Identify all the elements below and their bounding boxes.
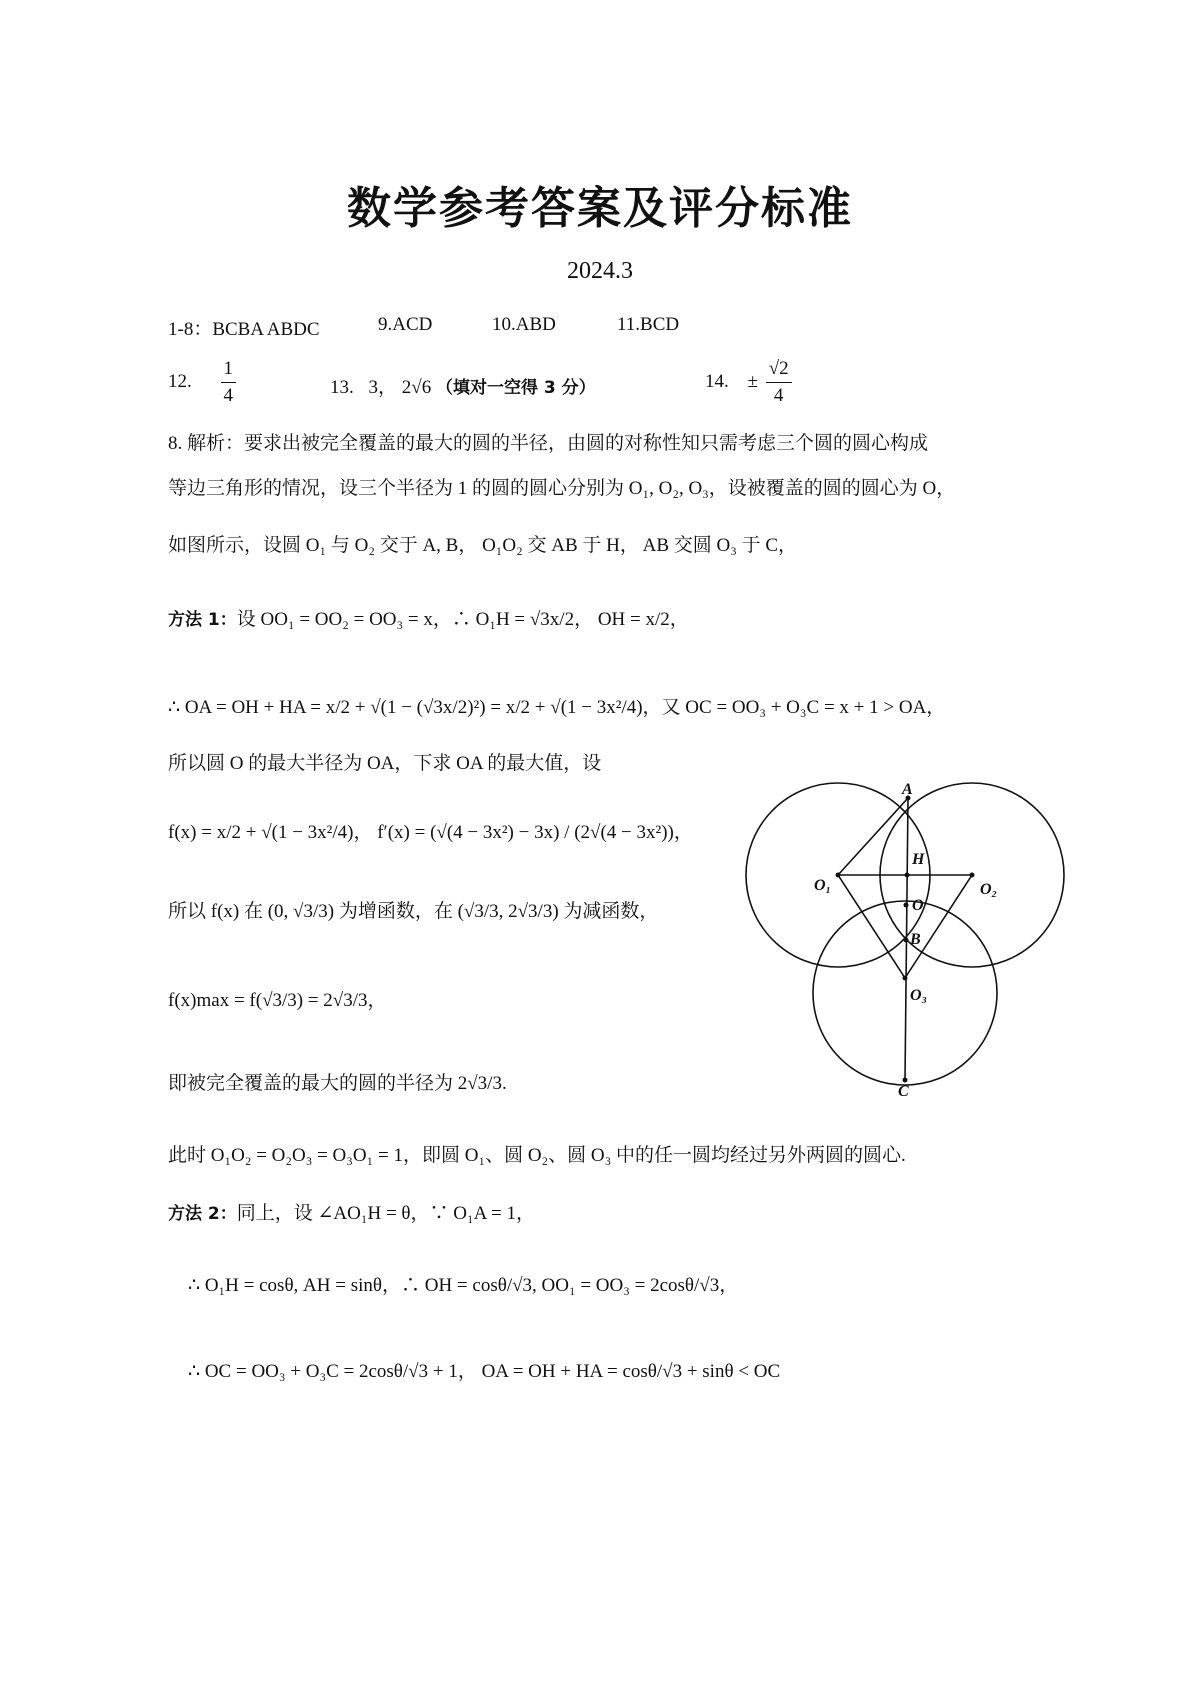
- method-1-line-8: 此时 O₁O₂ = O₂O₃ = O₃O₁ = 1，即圆 O₁、圆 O₂、圆 O₃ 中的任一圆均经过另外两圆的圆心.: [168, 1145, 906, 1166]
- answer-11: 11.BCD: [617, 314, 680, 335]
- method-1-line-5: 所以 f(x) 在 (0, √3/3) 为增函数，在 (√3/3, 2√3/3) 为减函数，: [168, 901, 659, 922]
- analysis-line-3: 如图所示，设圆 O₁ 与 O₂ 交于 A, B， O₁O₂ 交 AB 于 H， AB 交圆 O₃ 于 C，: [168, 535, 798, 556]
- answer-13: [330, 372, 596, 399]
- answer-14-den: 4: [773, 384, 784, 406]
- answer-13-label: 13.: [330, 377, 354, 398]
- point-o2-label: O₂: [980, 881, 998, 898]
- point-o1-label: O₁: [814, 877, 832, 894]
- answer-12-num: 1: [221, 358, 237, 383]
- point-h-label: H: [912, 851, 925, 868]
- answer-14-label: 14.: [705, 371, 729, 393]
- method-1-line-1: [168, 604, 689, 631]
- method-1-line-4: f(x) = x/2 + √(1 − 3x²/4)， f′(x) = (√(4 − 3x²) − 3x) / (2√(4 − 3x²))，: [168, 822, 693, 843]
- answer-12-label: 12.: [168, 371, 192, 393]
- analysis-line-1: 8. 解析：要求出被完全覆盖的最大的圆的半径，由圆的对称性知只需考虑三个圆的圆心构成: [168, 433, 929, 454]
- method-1-text-1: 设 OO₁ = OO₂ = OO₃ = x，∴ O₁H = √3x/2， OH = x/2，: [236, 609, 689, 630]
- three-circles-figure: [740, 780, 1080, 1100]
- method-1-line-7: 即被完全覆盖的最大的圆的半径为 2√3/3.: [168, 1073, 507, 1094]
- answer-13-value-1: 3，: [368, 377, 398, 398]
- method-1-line-3: 所以圆 O 的最大半径为 OA，下求 OA 的最大值，设: [168, 753, 602, 774]
- answer-13-note: （填对一空得 3 分）: [435, 378, 596, 398]
- method-2-line-1: [168, 1198, 535, 1225]
- answer-12-den: 4: [223, 384, 233, 406]
- answer-13-value-2: 2√6: [401, 377, 432, 398]
- answer-9: 9.ACD: [378, 314, 433, 335]
- method-2-line-2: ∴ O₁H = cosθ, AH = sinθ，∴ OH = cosθ/√3, OO₁ = OO₃ = 2cosθ/√3，: [188, 1275, 739, 1296]
- answer-14-num: √2: [766, 358, 792, 383]
- method-2-text-1: 同上，设 ∠AO₁H = θ，∵ O₁A = 1，: [236, 1203, 536, 1224]
- method-1-line-2: ∴ OA = OH + HA = x/2 + √(1 − (√3x/2)²) = x/2 + √(1 − 3x²/4)，又 OC = OO₃ + O₃C = x + 1 > OA，: [168, 697, 946, 718]
- answer-12-fraction: [221, 358, 237, 407]
- answer-14: [705, 358, 795, 407]
- point-c-label: C: [898, 1083, 909, 1100]
- point-o-label: O: [912, 897, 924, 914]
- page-date: 2024.3: [567, 258, 633, 284]
- point-o3-label: O₃: [910, 987, 928, 1004]
- answer-14-sign: ±: [747, 371, 758, 393]
- answer-12: [168, 358, 239, 407]
- point-b-label: B: [910, 931, 921, 948]
- answer-14-fraction: [766, 358, 792, 407]
- segment-o1-a: [838, 798, 908, 875]
- point-a-label: A: [902, 781, 913, 798]
- method-2-label: 方法 2：: [168, 1204, 237, 1224]
- method-2-line-3: ∴ OC = OO₃ + O₃C = 2cosθ/√3 + 1， OA = OH + HA = cosθ/√3 + sinθ < OC: [188, 1361, 781, 1382]
- method-1-label: 方法 1：: [168, 610, 237, 630]
- method-1-line-6: f(x)max = f(√3/3) = 2√3/3，: [168, 990, 387, 1011]
- analysis-line-2: 等边三角形的情况，设三个半径为 1 的圆的圆心分别为 O₁, O₂, O₃，设被覆盖的圆的圆心为 O，: [168, 478, 956, 499]
- page-title: 数学参考答案及评分标准: [347, 184, 853, 233]
- answers-1-8: 1-8：BCBA ABDC: [168, 319, 320, 340]
- answer-10: 10.ABD: [492, 314, 556, 335]
